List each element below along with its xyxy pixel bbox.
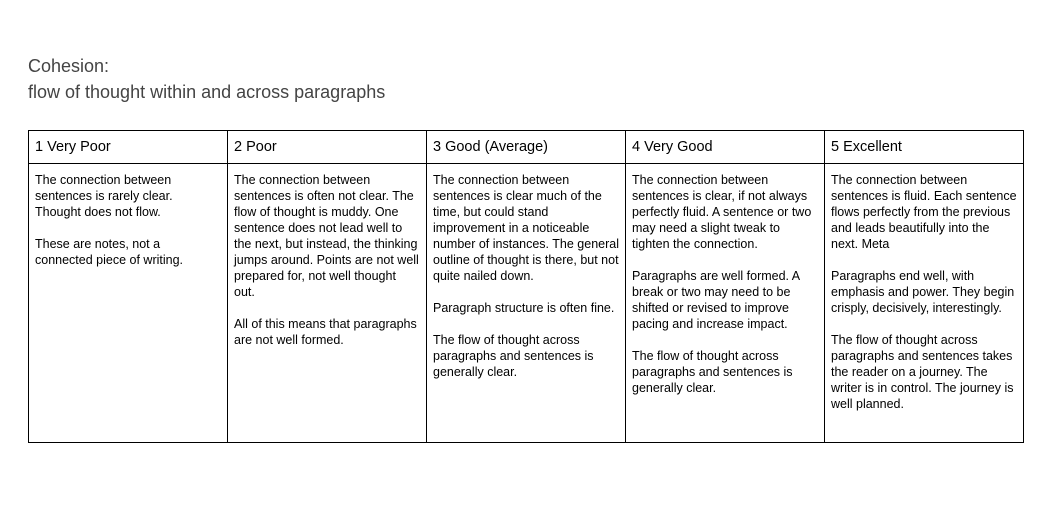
cell-paragraph: Paragraph structure is often fine. — [433, 301, 615, 315]
header-good: 3 Good (Average) — [427, 131, 626, 164]
cell-paragraph: The connection between sentences is clear, if not always perfectly fluid. A sentence or two may need a slight tweak to tighten the connection. — [632, 173, 812, 251]
cell-paragraph: The flow of thought across paragraphs and sentences is generally clear. — [632, 349, 793, 395]
header-row — [29, 131, 1024, 164]
title-line-2: flow of thought within and across paragraphs — [28, 82, 386, 102]
cell-excellent — [825, 164, 1024, 443]
header-poor: 2 Poor — [228, 131, 427, 164]
cell-paragraph: Paragraphs are well formed. A break or two may need to be shifted or revised to improve pacing and increase impact. — [632, 269, 800, 331]
cell-paragraph: Paragraphs end well, with emphasis and power. They begin crisply, decisively, interestingly. — [831, 269, 1015, 315]
cell-paragraph: The connection between sentences is often not clear. The flow of thought is muddy. One sentence does not lead well to the next, but instead, the thinking jumps around. Points are not well prepared for, not well thought out. — [234, 173, 419, 299]
cell-very-good — [626, 164, 825, 443]
cell-paragraph: The connection between sentences is fluid. Each sentence flows perfectly from the previous and leads beautifully into the next. Meta — [831, 173, 1017, 251]
cell-paragraph: All of this means that paragraphs are not well formed. — [234, 317, 417, 347]
cell-paragraph: These are notes, not a connected piece of writing. — [35, 237, 184, 267]
cell-good — [427, 164, 626, 443]
page-title — [28, 53, 385, 105]
cell-paragraph: The connection between sentences is rarely clear. Thought does not flow. — [35, 173, 173, 219]
title-line-1: Cohesion: — [28, 56, 110, 76]
cell-paragraph: The flow of thought across paragraphs and sentences is generally clear. — [433, 333, 594, 379]
description-row — [29, 164, 1024, 443]
header-very-poor: 1 Very Poor — [29, 131, 228, 164]
cell-paragraph: The flow of thought across paragraphs and sentences takes the reader on a journey. The writer is in control. The journey is well planned. — [831, 333, 1014, 411]
header-excellent: 5 Excellent — [825, 131, 1024, 164]
cell-paragraph: The connection between sentences is clear much of the time, but could stand improvement in a noticeable number of instances. The general outline of thought is there, but not quite nailed down. — [433, 173, 619, 283]
rubric-table — [28, 130, 1024, 443]
cell-poor — [228, 164, 427, 443]
header-very-good: 4 Very Good — [626, 131, 825, 164]
cell-very-poor — [29, 164, 228, 443]
